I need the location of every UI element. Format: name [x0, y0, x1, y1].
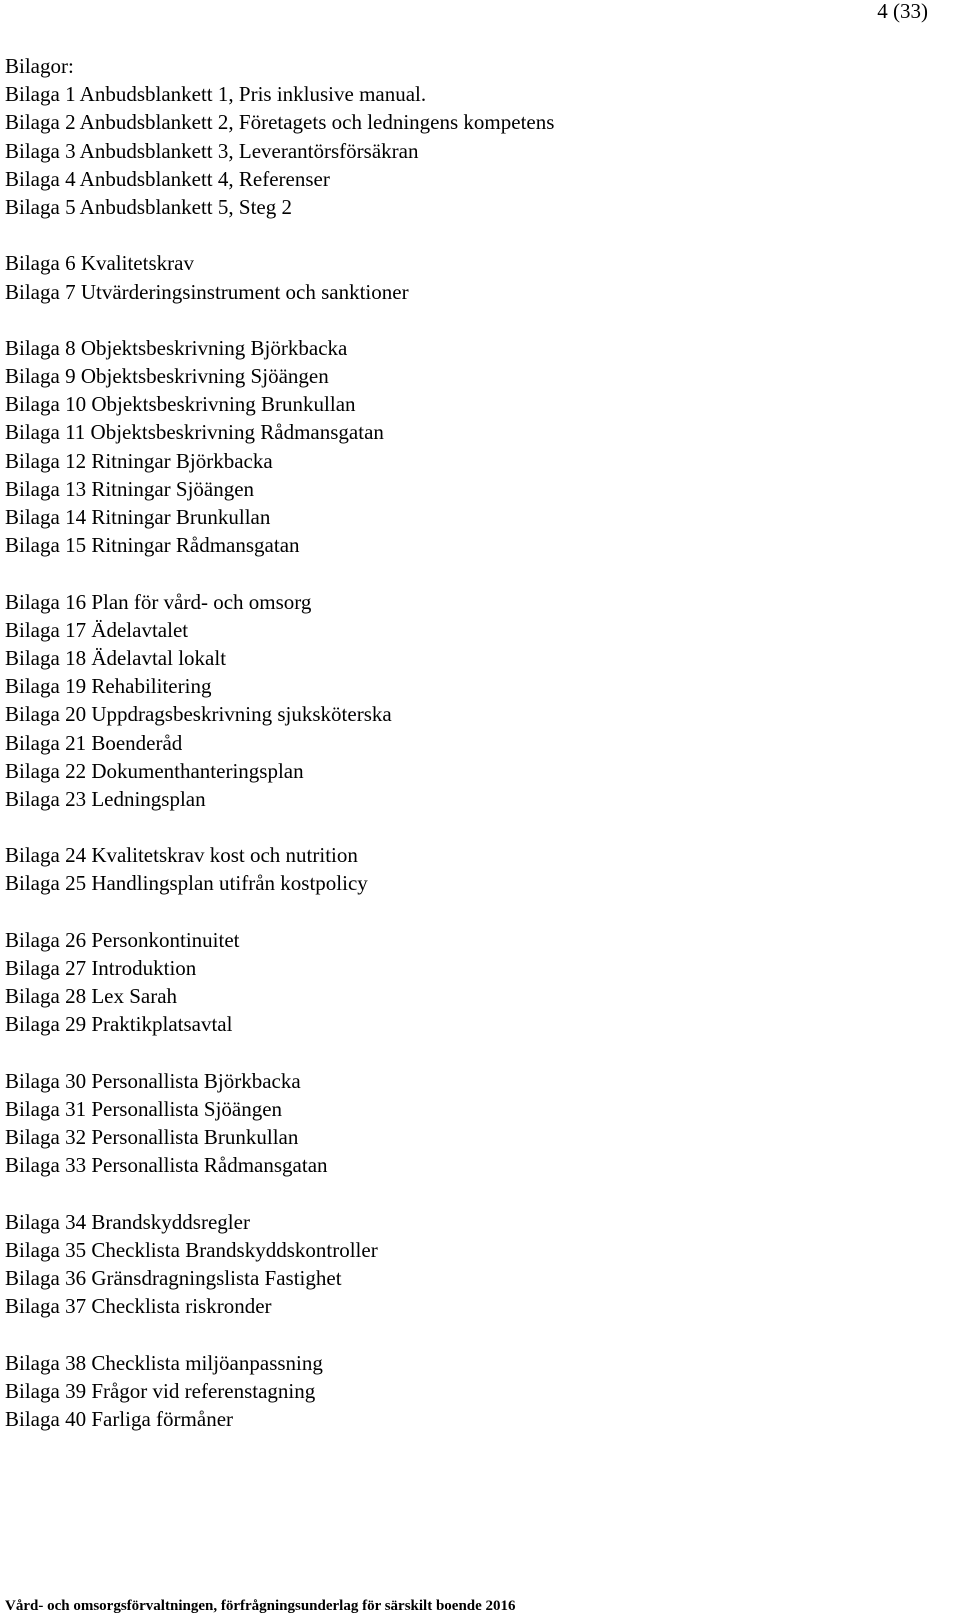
attachment-list [5, 52, 945, 1433]
attachment-item: Bilaga 31 Personallista Sjöängen [5, 1096, 283, 1121]
attachment-item: Bilaga 19 Rehabilitering [5, 674, 212, 699]
attachment-item: Bilaga 40 Farliga förmåner [5, 1407, 234, 1431]
attachment-item: Bilaga 10 Objektsbeskrivning Brunkullan [5, 392, 356, 417]
attachment-item: Bilaga 7 Utvärderingsinstrument och sanktioner [5, 279, 409, 304]
attachment-item: Bilaga 6 Kvalitetskrav [5, 251, 194, 276]
attachment-item: Bilaga 21 Boenderåd [5, 730, 183, 755]
attachment-item: Bilaga 22 Dokumenthanteringsplan [5, 758, 304, 783]
attachment-item: Bilaga 32 Personallista Brunkullan [5, 1125, 299, 1150]
attachment-item: Bilaga 3 Anbudsblankett 3, Leverantörsförsäkran [5, 138, 419, 163]
attachment-item: Bilaga 39 Frågor vid referenstagning [5, 1378, 316, 1403]
attachment-item: Bilaga 15 Ritningar Rådmansgatan [5, 533, 300, 558]
attachment-group [5, 841, 945, 897]
attachment-item: Bilaga 35 Checklista Brandskyddskontroller [5, 1237, 378, 1262]
attachment-item: Bilaga 12 Ritningar Björkbacka [5, 448, 273, 473]
attachment-item: Bilaga 5 Anbudsblankett 5, Steg 2 [5, 194, 292, 219]
attachment-group [5, 80, 945, 221]
page-number: 4 (33) [877, 0, 928, 23]
attachment-item: Bilaga 38 Checklista miljöanpassning [5, 1350, 323, 1375]
attachment-group [5, 588, 945, 814]
page-footer: Vård- och omsorgsförvaltningen, förfrågningsunderlag för särskilt boende 2016 [5, 1598, 516, 1614]
attachment-group [5, 334, 945, 560]
attachment-item: Bilaga 30 Personallista Björkbacka [5, 1068, 301, 1093]
attachment-item: Bilaga 9 Objektsbeskrivning Sjöängen [5, 364, 329, 389]
attachment-item: Bilaga 36 Gränsdragningslista Fastighet [5, 1266, 342, 1291]
attachment-item: Bilaga 34 Brandskyddsregler [5, 1209, 250, 1234]
attachment-groups [5, 80, 945, 1433]
attachment-group [5, 1349, 945, 1434]
attachment-item: Bilaga 2 Anbudsblankett 2, Företagets och ledningens kompetens [5, 110, 555, 135]
attachment-item: Bilaga 27 Introduktion [5, 956, 197, 980]
attachment-item: Bilaga 24 Kvalitetskrav kost och nutrition [5, 843, 358, 868]
attachment-item: Bilaga 20 Uppdragsbeskrivning sjuksköterska [5, 702, 392, 727]
attachment-item: Bilaga 37 Checklista riskronder [5, 1294, 272, 1319]
attachment-item: Bilaga 14 Ritningar Brunkullan [5, 505, 271, 529]
attachment-group [5, 1208, 945, 1321]
attachment-item: Bilaga 29 Praktikplatsavtal [5, 1012, 233, 1037]
attachment-item: Bilaga 18 Ädelavtal lokalt [5, 645, 227, 670]
attachment-item: Bilaga 16 Plan för vård- och omsorg [5, 589, 312, 614]
attachment-item: Bilaga 4 Anbudsblankett 4, Referenser [5, 166, 330, 191]
attachment-item: Bilaga 17 Ädelavtalet [5, 617, 189, 642]
attachment-item: Bilaga 8 Objektsbeskrivning Björkbacka [5, 335, 348, 360]
list-heading: Bilagor: [5, 54, 74, 78]
attachment-group [5, 1067, 945, 1180]
attachment-item: Bilaga 1 Anbudsblankett 1, Pris inklusive manual. [5, 82, 427, 107]
attachment-group [5, 249, 945, 305]
attachment-item: Bilaga 28 Lex Sarah [5, 984, 178, 1009]
attachment-item: Bilaga 25 Handlingsplan utifrån kostpolicy [5, 871, 368, 896]
attachment-item: Bilaga 26 Personkontinuitet [5, 927, 240, 952]
attachment-item: Bilaga 33 Personallista Rådmansgatan [5, 1153, 328, 1178]
attachment-item: Bilaga 23 Ledningsplan [5, 786, 206, 811]
attachment-item: Bilaga 11 Objektsbeskrivning Rådmansgatan [5, 420, 384, 445]
attachment-item: Bilaga 13 Ritningar Sjöängen [5, 476, 255, 501]
attachment-group [5, 926, 945, 1039]
